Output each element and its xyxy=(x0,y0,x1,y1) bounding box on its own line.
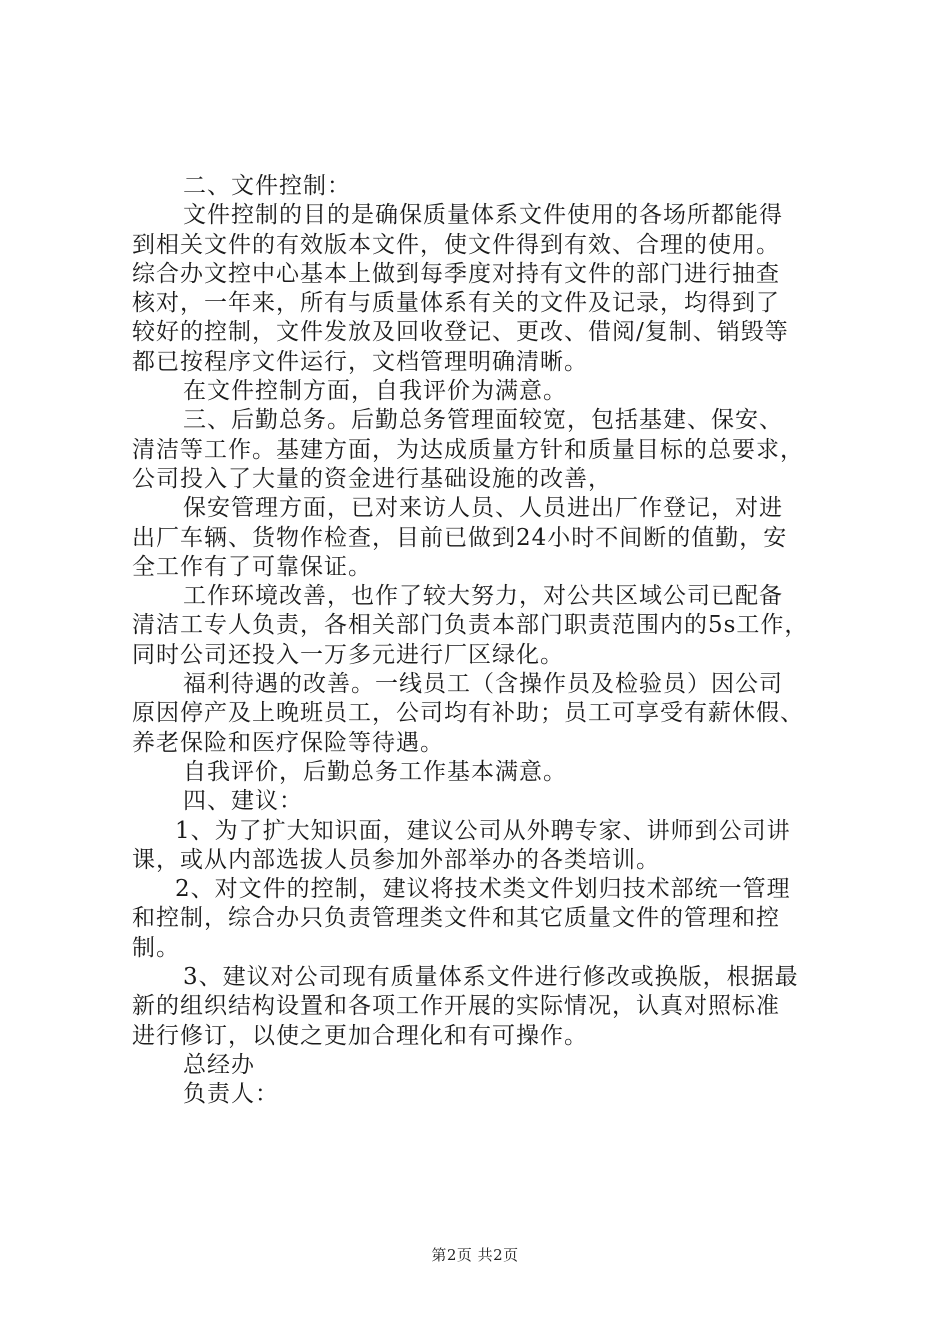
section-heading-logistics: 三、后勤总务。后勤总务管理面较宽，包括基建、保安、 xyxy=(183,407,783,434)
paragraph-line: 进行修订，以使之更加合理化和有可操作。 xyxy=(132,1022,588,1049)
paragraph-line: 清洁等工作。基建方面，为达成质量方针和质量目标的总要求， xyxy=(132,436,804,463)
paragraph-line: 1、为了扩大知识面，建议公司从外聘专家、讲师到公司讲 xyxy=(175,817,791,844)
paragraph-line: 在文件控制方面，自我评价为满意。 xyxy=(183,378,567,405)
paragraph-line: 较好的控制，文件发放及回收登记、更改、借阅/复制、销毁等 xyxy=(132,319,789,346)
paragraph-line: 公司投入了大量的资金进行基础设施的改善， xyxy=(132,465,612,492)
paragraph-line: 课，或从内部选拔人员参加外部举办的各类培训。 xyxy=(132,846,660,873)
paragraph-line: 工作环境改善，也作了较大努力，对公共区域公司已配备 xyxy=(183,583,783,610)
section-heading-suggestions: 四、建议： xyxy=(183,788,303,815)
section-heading-document-control: 二、文件控制： xyxy=(183,173,351,199)
paragraph-line: 核对，一年来，所有与质量体系有关的文件及记录，均得到了 xyxy=(132,290,780,317)
document-body xyxy=(132,172,828,1110)
paragraph-line: 新的组织结构设置和各项工作开展的实际情况，认真对照标准 xyxy=(132,993,780,1020)
paragraph-line: 3、建议对公司现有质量体系文件进行修改或换版，根据最 xyxy=(183,964,799,991)
paragraph-line: 清洁工专人负责，各相关部门负责本部门职责范围内的5s工作， xyxy=(132,612,809,639)
paragraph-line: 养老保险和医疗保险等待遇。 xyxy=(132,729,444,756)
paragraph-line: 综合办文控中心基本上做到每季度对持有文件的部门进行抽查 xyxy=(132,260,780,287)
paragraph-line: 2、对文件的控制，建议将技术类文件划归技术部统一管理 xyxy=(175,876,791,903)
signature-department: 总经办 xyxy=(183,1051,255,1078)
paragraph-line: 出厂车辆、货物作检查，目前已做到24小时不间断的值勤，安 xyxy=(132,524,788,551)
paragraph-line: 制。 xyxy=(132,934,180,961)
paragraph-line: 全工作有了可靠保证。 xyxy=(132,553,372,580)
paragraph-line: 保安管理方面，已对来访人员、人员进出厂作登记，对进 xyxy=(183,495,783,522)
paragraph-line: 原因停产及上晚班员工，公司均有补助；员工可享受有薪休假、 xyxy=(132,700,804,727)
paragraph-line: 自我评价，后勤总务工作基本满意。 xyxy=(183,758,567,785)
page-number-footer: 第2页 共2页 xyxy=(431,1246,519,1264)
paragraph-line: 福利待遇的改善。一线员工（含操作员及检验员）因公司 xyxy=(183,671,783,698)
paragraph-line: 同时公司还投入一万多元进行厂区绿化。 xyxy=(132,641,564,668)
paragraph-line: 都已按程序文件运行，文档管理明确清晰。 xyxy=(132,348,588,375)
paragraph-line: 到相关文件的有效版本文件，使文件得到有效、合理的使用。 xyxy=(132,231,780,258)
paragraph-line: 文件控制的目的是确保质量体系文件使用的各场所都能得 xyxy=(183,202,783,229)
paragraph-line: 和控制，综合办只负责管理类文件和其它质量文件的管理和控 xyxy=(132,905,780,932)
signature-person-in-charge: 负责人： xyxy=(183,1081,279,1108)
